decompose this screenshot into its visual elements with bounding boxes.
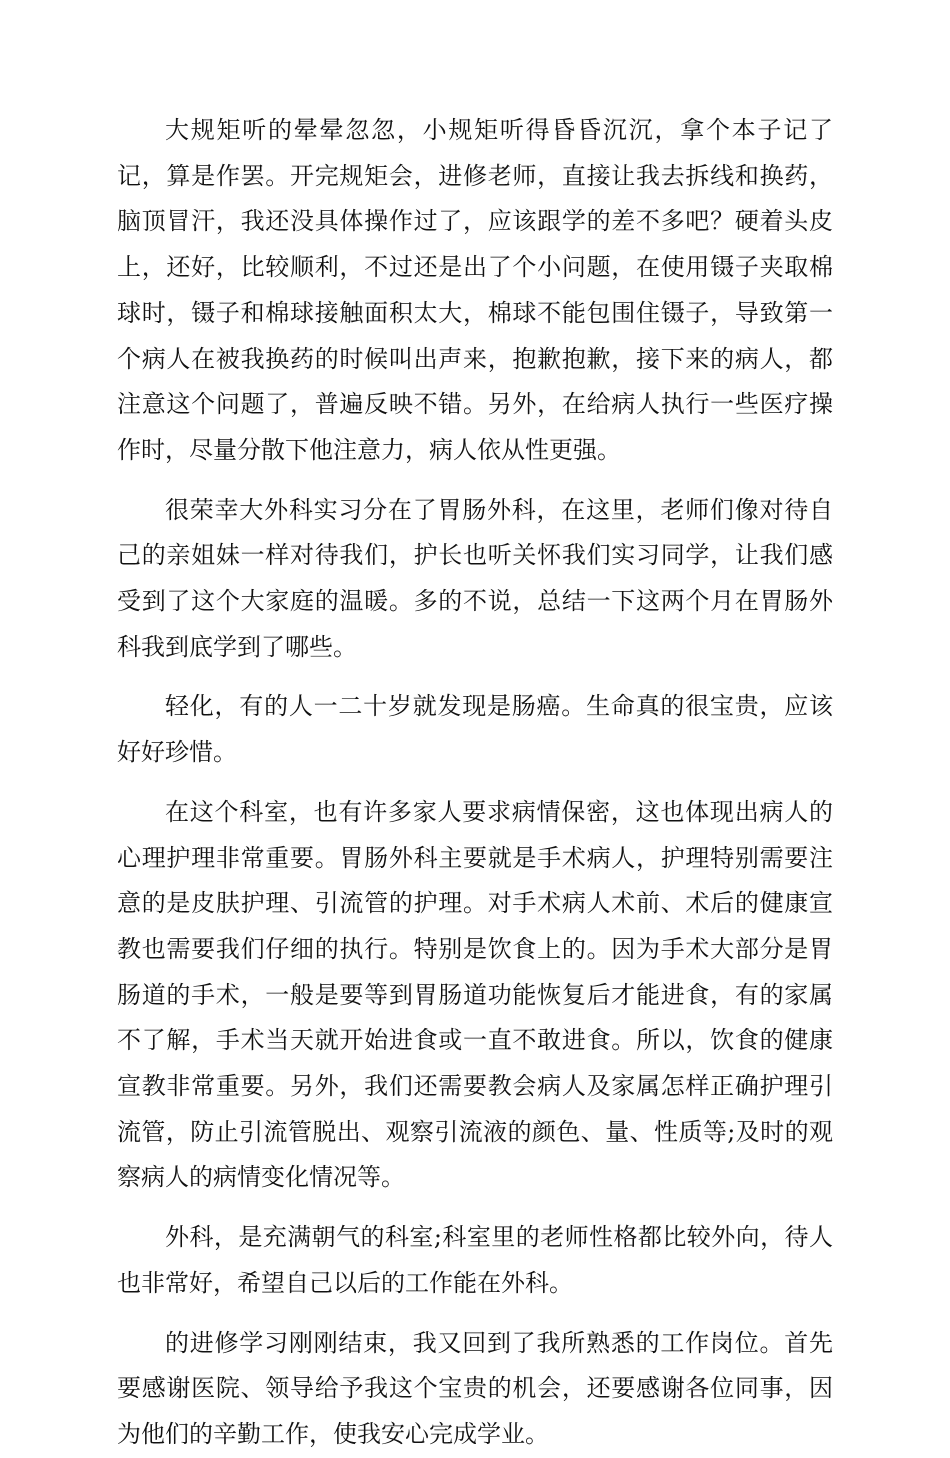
paragraph-gap [117,1201,833,1215]
paragraph-2: 很荣幸大外科实习分在了胃肠外科，在这里，老师们像对待自己的亲姐妹一样对待我们，护长也听关怀我们实习同学，让我们感受到了这个大家庭的温暖。多的不说，总结一下这两个月在胃肠外科我到底学到了哪些。 [117,495,833,661]
paragraph-1: 大规矩听的晕晕忽忽，小规矩听得昏昏沉沉，拿个本子记了记，算是作罢。开完规矩会，进修老师，直接让我去拆线和换药，脑顶冒汗，我还没具体操作过了，应该跟学的差不多吧？硬着头皮上，还好，比较顺利，不过还是出了个小问题，在使用镊子夹取棉球时，镊子和棉球接触面积太大，棉球不能包围住镊子，导致第一个病人在被我换药的时候叫出声来，抱歉抱歉，接下来的病人，都注意这个问题了，普遍反映不错。另外，在给病人执行一些医疗操作时，尽量分散下他注意力，病人依从性更强。 [117,116,833,464]
paragraph-gap [117,1307,833,1321]
paragraph-gap [117,776,833,790]
paragraph-6: 的进修学习刚刚结束，我又回到了我所熟悉的工作岗位。首先要感谢医院、领导给予我这个宝贵的机会，还要感谢各位同事，因为他们的辛勤工作，使我安心完成学业。 [117,1328,833,1448]
paragraph-3: 轻化，有的人一二十岁就发现是肠癌。生命真的很宝贵，应该好好珍惜。 [117,692,833,767]
document-body [117,108,833,1458]
paragraph-gap [117,670,833,684]
paragraph-gap [117,474,833,488]
paragraph-4: 在这个科室，也有许多家人要求病情保密，这也体现出病人的心理护理非常重要。胃肠外科主要就是手术病人，护理特别需要注意的是皮肤护理、引流管的护理。对手术病人术前、术后的健康宣教也需要我们仔细的执行。特别是饮食上的。因为手术大部分是胃肠道的手术，一般是要等到胃肠道功能恢复后才能进食，有的家属不了解，手术当天就开始进食或一直不敢进食。所以，饮食的健康宣教非常重要。另外，我们还需要教会病人及家属怎样正确护理引流管，防止引流管脱出、观察引流液的颜色、量、性质等;及时的观察病人的病情变化情况等。 [117,797,833,1192]
paragraph-5: 外科，是充满朝气的科室;科室里的老师性格都比较外向，待人也非常好，希望自己以后的工作能在外科。 [117,1223,833,1297]
